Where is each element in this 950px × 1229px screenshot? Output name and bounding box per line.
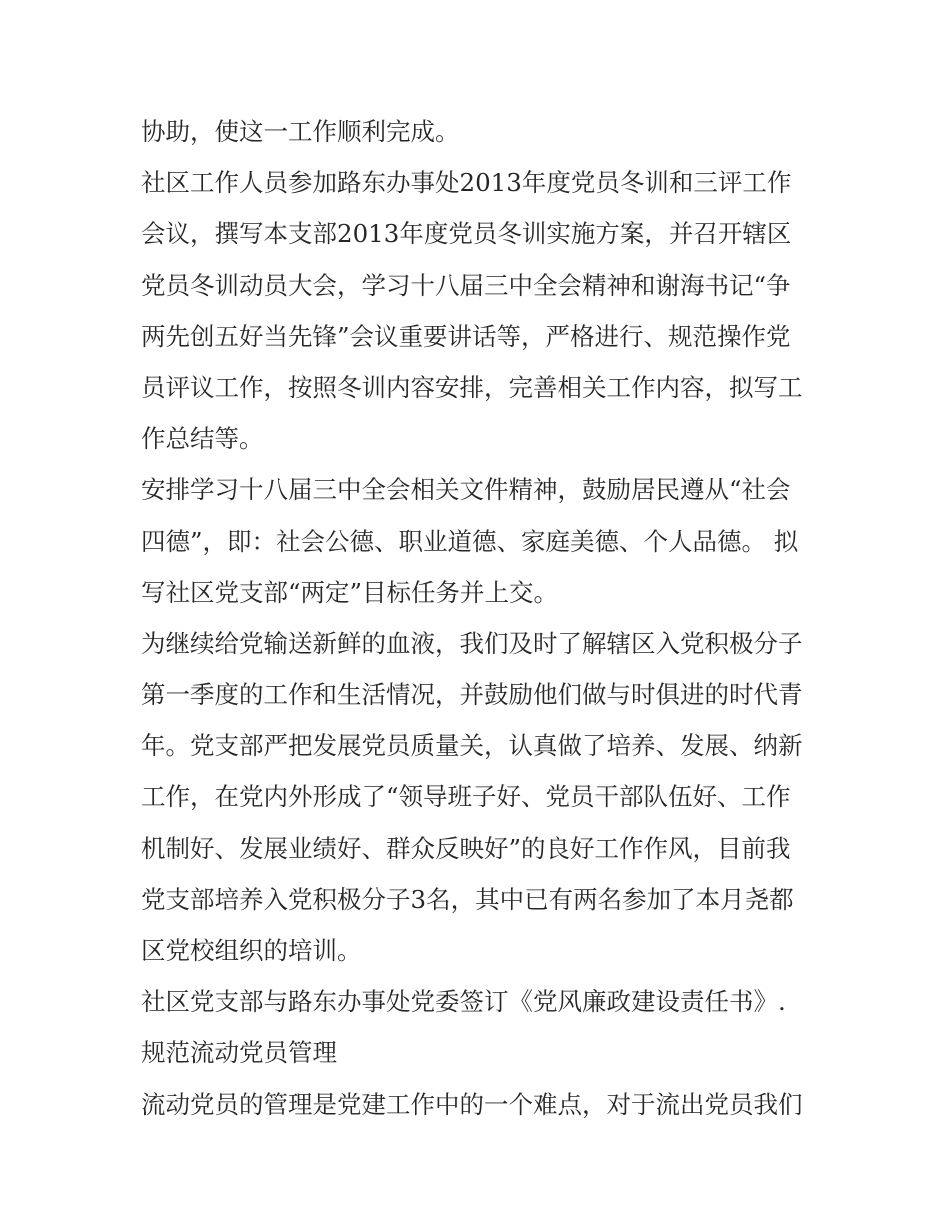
text-line: 员评议工作，按照冬训内容安排，完善相关工作内容，拟写工 [141,372,803,402]
text-line: 作总结等。 [141,424,264,454]
text-line: 党支部培养入党积极分子3名，其中已有两名参加了本月尧都 [141,884,794,914]
text-line: 社区党支部与路东办事处党委签订《党风廉政建设责任书》. [141,987,786,1017]
text-line: 四德”，即：社会公德、职业道德、家庭美德、个人品德。 拟 [141,526,799,556]
text-line: 年。党支部严把发展党员质量关，认真做了培养、发展、纳新 [141,731,803,761]
text-line: 规范流动党员管理 [141,1038,337,1068]
text-line: 两先创五好当先锋”会议重要讲话等，严格进行、规范操作党 [141,321,791,351]
text-line: 社区工作人员参加路东办事处2013年度党员冬训和三评工作 [141,168,792,198]
text-line: 安排学习十八届三中全会相关文件精神，鼓励居民遵从“社会 [141,475,791,505]
text-line: 流动党员的管理是党建工作中的一个难点，对于流出党员我们 [141,1089,803,1119]
document-body [141,106,813,1130]
text-line: 机制好、发展业绩好、群众反映好”的良好工作作风，目前我 [141,833,791,863]
text-line: 第一季度的工作和生活情况，并鼓励他们做与时俱进的时代青 [141,680,803,710]
text-line: 会议，撰写本支部2013年度党员冬训实施方案，并召开辖区 [141,219,792,249]
text-line: 党员冬训动员大会，学习十八届三中全会精神和谢海书记“争 [141,270,791,300]
text-line: 协助，使这一工作顺利完成。 [141,117,460,146]
text-line: 工作，在党内外形成了“领导班子好、党员干部队伍好、工作 [141,782,791,812]
text-line: 为继续给党输送新鲜的血液，我们及时了解辖区入党积极分子 [141,628,803,658]
text-line: 区党校组织的培训。 [141,936,362,965]
text-line: 写社区党支部“两定”目标任务并上交。 [141,577,559,607]
